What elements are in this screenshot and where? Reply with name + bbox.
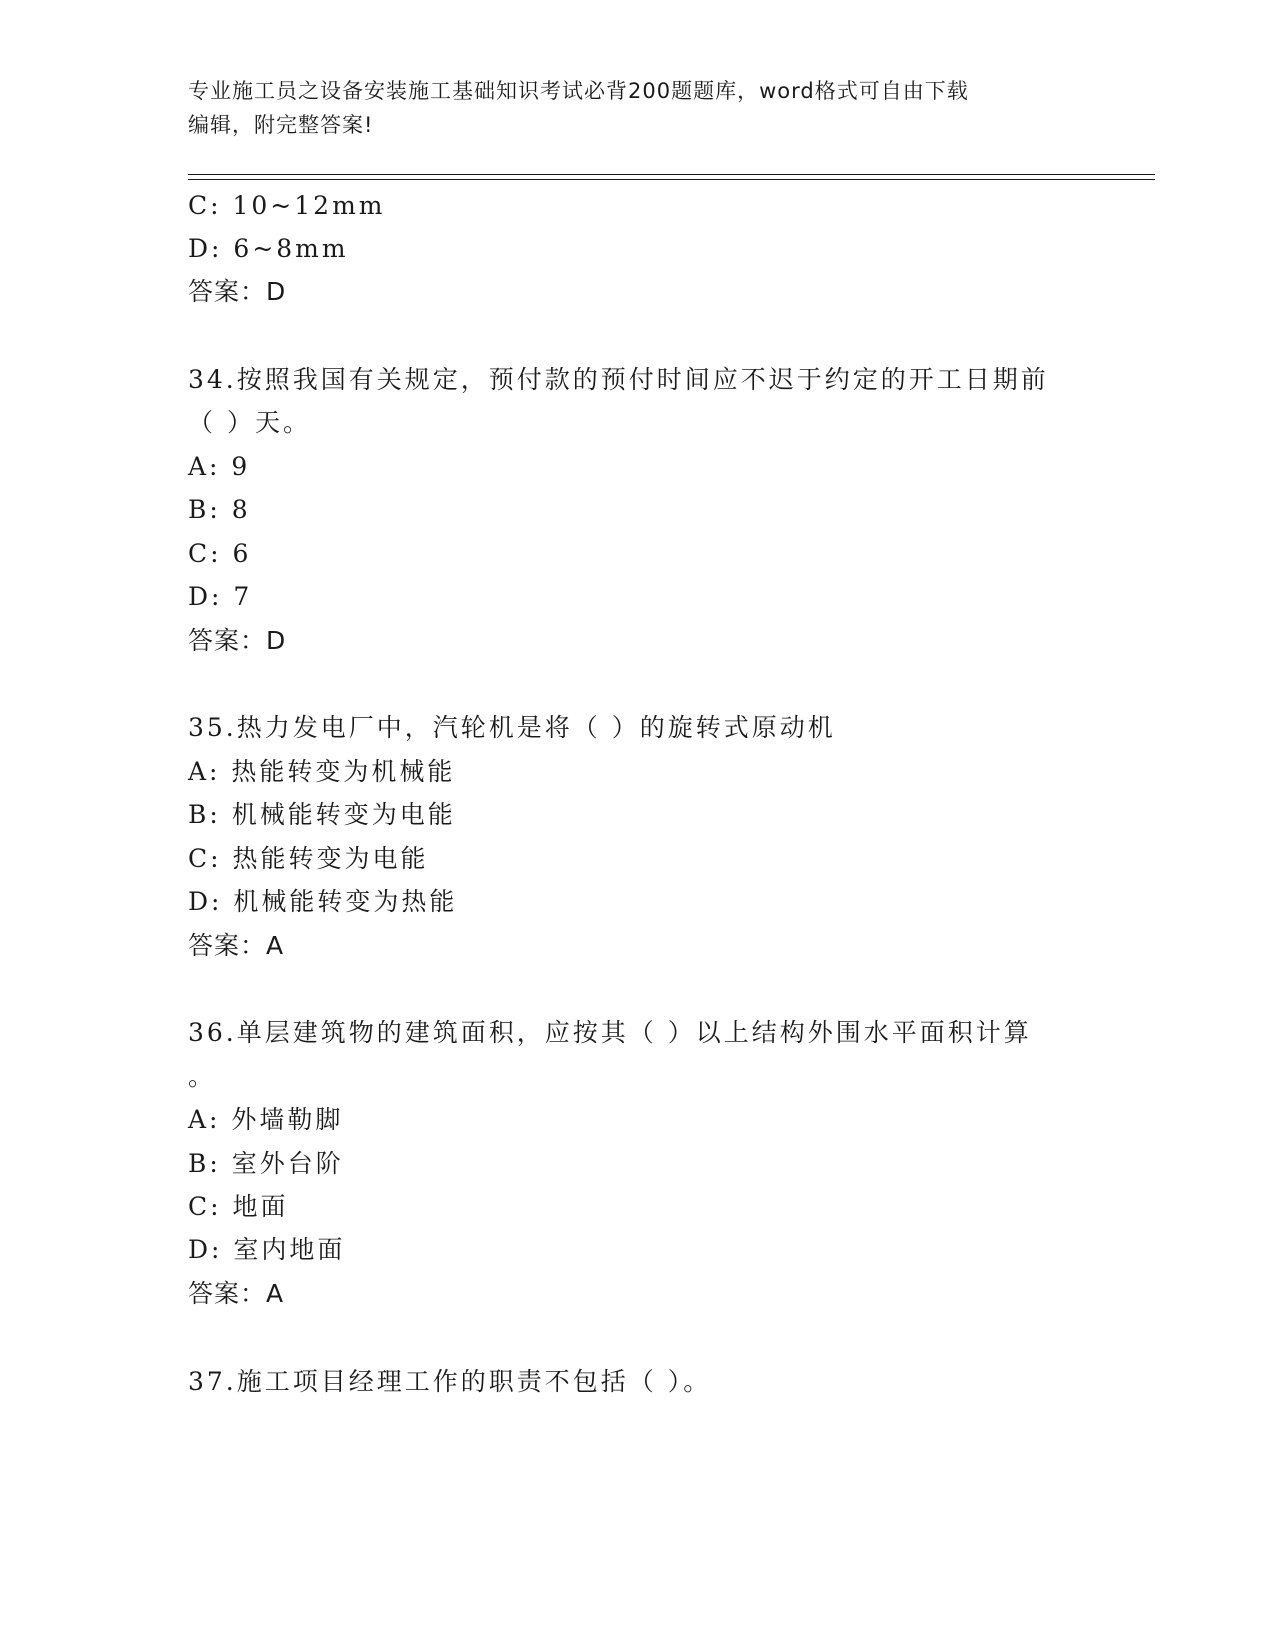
q35-answer: 答案：A bbox=[188, 931, 285, 960]
q34-stem-line-1: 34.按照我国有关规定，预付款的预付时间应不迟于约定的开工日期前 bbox=[188, 365, 1049, 394]
document-header bbox=[188, 74, 1088, 142]
q36-option-c: C: 地面 bbox=[188, 1192, 289, 1221]
prev-answer: 答案：D bbox=[188, 277, 287, 306]
q36-stem-line-1: 36.单层建筑物的建筑面积，应按其（ ）以上结构外围水平面积计算 bbox=[188, 1018, 1032, 1047]
q36-option-d: D: 室内地面 bbox=[188, 1235, 346, 1264]
q36-stem-line-2: 。 bbox=[188, 1062, 217, 1091]
q35-option-a: A: 热能转变为机械能 bbox=[188, 757, 456, 786]
header-rule-top bbox=[188, 174, 1155, 175]
prev-option-c: C: 10~12mm bbox=[188, 191, 386, 220]
q36-answer: 答案：A bbox=[188, 1279, 285, 1308]
q34-stem-line-2: （ ）天。 bbox=[188, 408, 311, 437]
q34-option-a: A: 9 bbox=[188, 452, 251, 481]
q36-option-b: B: 室外台阶 bbox=[188, 1149, 344, 1178]
q35-option-c: C: 热能转变为电能 bbox=[188, 844, 429, 873]
header-title-line-1: 专业施工员之设备安装施工基础知识考试必背200题题库，word格式可自由下载 bbox=[188, 79, 969, 103]
q37-stem-line-1: 37.施工项目经理工作的职责不包括（ ）。 bbox=[188, 1367, 712, 1396]
q35-option-b: B: 机械能转变为电能 bbox=[188, 800, 456, 829]
q34-option-c: C: 6 bbox=[188, 539, 252, 568]
q35-option-d: D: 机械能转变为热能 bbox=[188, 887, 458, 916]
q34-option-b: B: 8 bbox=[188, 495, 251, 524]
q34-option-d: D: 7 bbox=[188, 582, 253, 611]
q36-option-a: A: 外墙勒脚 bbox=[188, 1105, 344, 1134]
q34-answer: 答案：D bbox=[188, 626, 287, 655]
header-title-line-2: 编辑，附完整答案! bbox=[188, 113, 374, 137]
header-rule-bottom bbox=[188, 179, 1155, 180]
prev-option-d: D: 6~8mm bbox=[188, 234, 349, 263]
q35-stem-line-1: 35.热力发电厂中，汽轮机是将（ ）的旋转式原动机 bbox=[188, 713, 836, 742]
